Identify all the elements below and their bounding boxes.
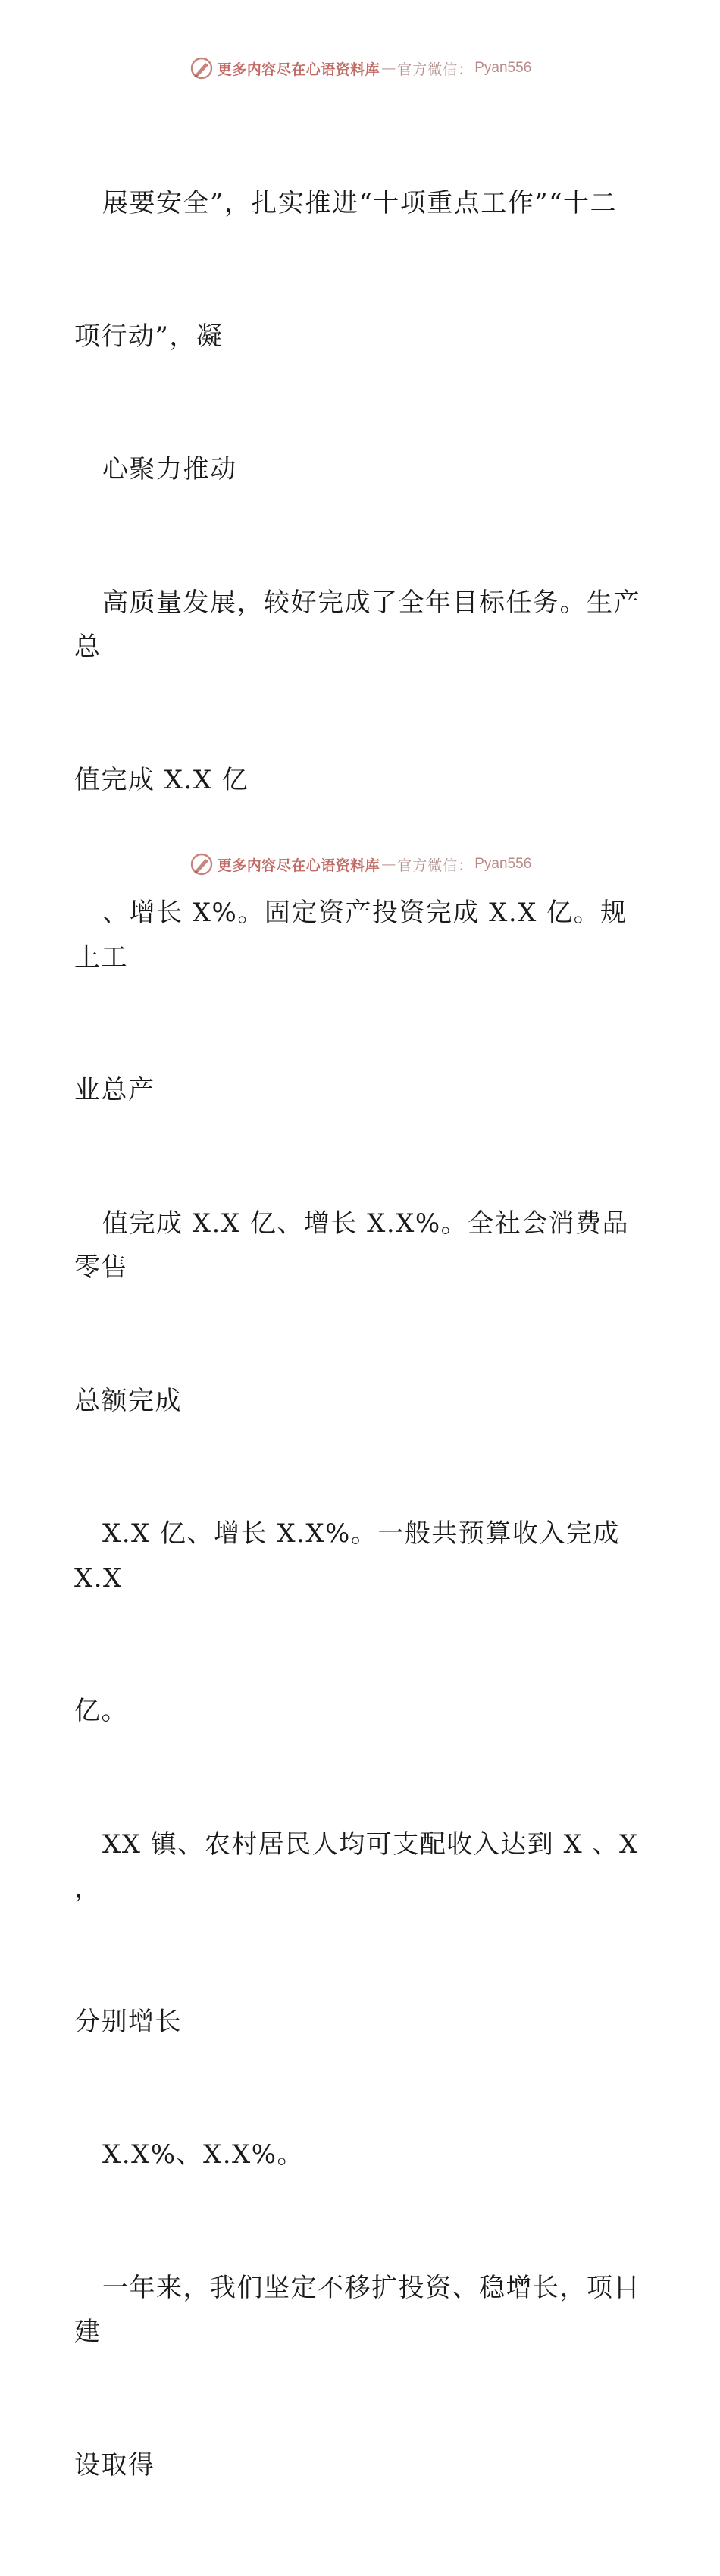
text-line: 项行动”，凝 xyxy=(74,321,224,352)
pen-logo-icon xyxy=(189,851,214,877)
banner-wechat-label: 官方微信： xyxy=(397,857,474,874)
banner-dash: — xyxy=(381,856,396,873)
text-line: 总额完成 xyxy=(74,1385,182,1416)
document-body xyxy=(74,92,649,2576)
text-line: 分别增长 xyxy=(74,2006,182,2037)
banner-brand-text: 更多内容尽在心语资料库 xyxy=(217,61,380,78)
footer-watermark-banner xyxy=(0,849,720,879)
text-line: 一年来，我们坚定不移扩投资、稳增长，项目建 xyxy=(74,2272,640,2347)
text-line: XX 镇、农村居民人均可支配收入达到 X 、X ， xyxy=(74,1829,649,1904)
text-line: 高质量发展，较好完成了全年目标任务。生产总 xyxy=(74,587,640,662)
banner-dash: — xyxy=(381,60,396,77)
text-line: 值完成 X.X 亿 xyxy=(74,764,249,795)
text-line: 亿。 xyxy=(74,1696,128,1726)
banner-account-id: Pyan556 xyxy=(474,60,532,76)
text-line: 值完成 X.X 亿、增长 X.X%。全社会消费品零售 xyxy=(74,1208,630,1283)
text-line: X.X 亿、增长 X.X%。一般共预算收入完成 X.X xyxy=(74,1518,630,1594)
header-watermark-banner xyxy=(0,53,720,83)
pen-logo-icon xyxy=(189,55,214,81)
text-line: 设取得 xyxy=(74,2449,155,2480)
text-line: 、增长 X%。固定资产投资完成 X.X 亿。规上工 xyxy=(74,898,628,973)
text-line: 业总产 xyxy=(74,1075,155,1105)
body-text xyxy=(74,92,649,2576)
text-line: 心聚力推动 xyxy=(102,454,237,484)
banner-brand-text: 更多内容尽在心语资料库 xyxy=(217,857,380,874)
text-line: X.X%、X.X%。 xyxy=(102,2139,305,2170)
banner-account-id: Pyan556 xyxy=(474,856,532,872)
banner-wechat-label: 官方微信： xyxy=(397,61,474,78)
text-line: 展要安全”，扎实推进“十项重点工作”“十二 xyxy=(102,188,618,218)
